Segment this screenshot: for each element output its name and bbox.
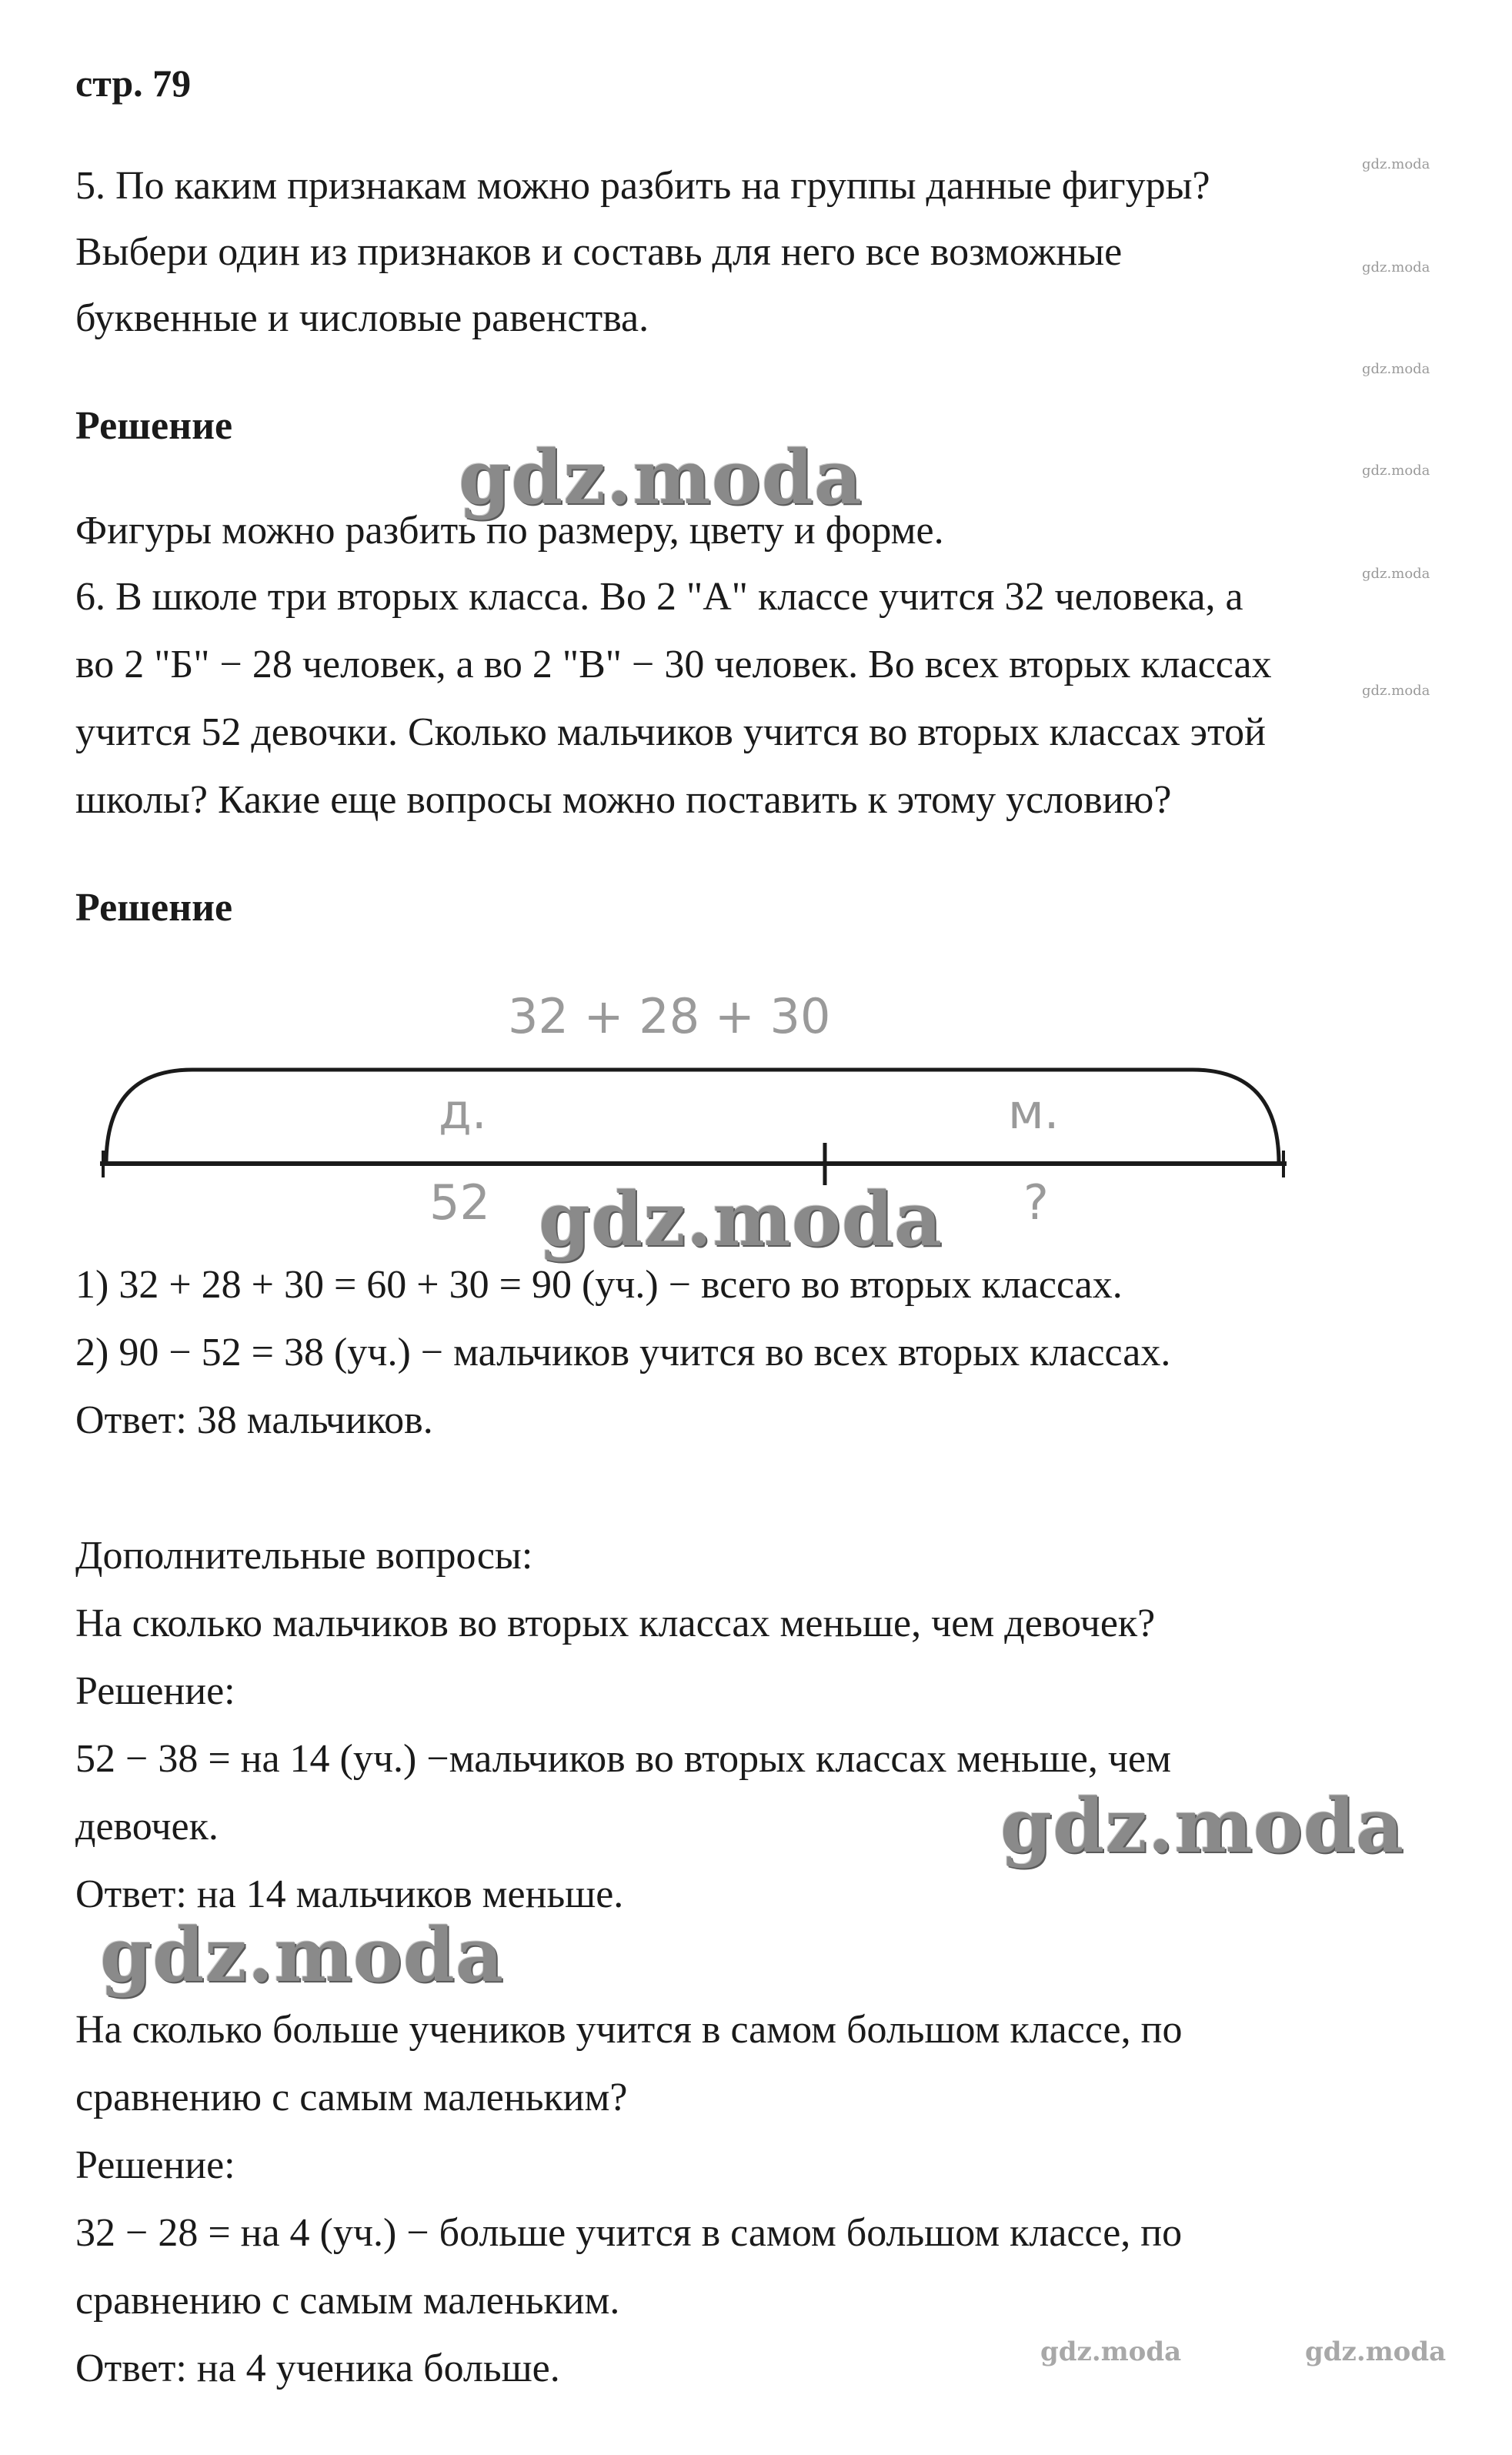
total-brace — [106, 1070, 1279, 1164]
task5-line-2: Выбери один из признаков и составь для него все возможные — [75, 230, 1123, 274]
extra1-answer: Ответ: на 14 мальчиков меньше. — [75, 1872, 624, 1916]
task6-line-2: во 2 "Б" − 28 человек, а во 2 "В" − 30 человек. Во всех вторых классах — [75, 643, 1272, 686]
watermark: gdz.moda — [100, 1912, 505, 1999]
step-1: 1) 32 + 28 + 30 = 60 + 30 = 90 (уч.) − всего во вторых классах. — [75, 1263, 1123, 1307]
diagram-boys-label: м. — [1008, 1084, 1060, 1140]
task5-solution-heading: Решение — [75, 404, 233, 448]
task6-line-4: школы? Какие еще вопросы можно поставить к этому условию? — [75, 778, 1172, 822]
watermark-small: gdz.moda — [1362, 361, 1430, 377]
page-number: стр. 79 — [75, 62, 192, 105]
task6-solution-heading: Решение — [75, 886, 233, 930]
watermark-small: gdz.moda — [1362, 463, 1430, 479]
extra1-solution-label: Решение: — [75, 1669, 235, 1713]
task5-answer: Фигуры можно разбить по размеру, цвету и форме. — [75, 509, 944, 553]
task6-line-3: учится 52 девочки. Сколько мальчиков учится во вторых классах этой — [75, 710, 1266, 754]
task6-line-1: 6. В школе три вторых класса. Во 2 "А" классе учится 32 человека, а — [75, 575, 1243, 619]
extra-questions-heading: Дополнительные вопросы: — [75, 1534, 533, 1578]
extra2-answer: Ответ: на 4 ученика больше. — [75, 2346, 560, 2390]
watermark-small: gdz.moda — [1362, 566, 1430, 582]
extra1-question: На сколько мальчиков во вторых классах меньше, чем девочек? — [75, 1602, 1156, 1645]
extra2-question-line-1: На сколько больше учеников учится в самом большом классе, по — [75, 2008, 1183, 2052]
diagram-girls-label: д. — [439, 1084, 487, 1140]
extra2-question-line-2: сравнению с самым маленьким? — [75, 2076, 628, 2119]
diagram-girls-value: 52 — [429, 1174, 490, 1231]
extra1-solution-line-1: 52 − 38 = на 14 (уч.) −мальчиков во вторых классах меньше, чем — [75, 1737, 1172, 1781]
task5-line-3: буквенные и числовые равенства. — [75, 296, 649, 340]
main-answer: Ответ: 38 мальчиков. — [75, 1398, 433, 1442]
step-2: 2) 90 − 52 = 38 (уч.) − мальчиков учится во всех вторых классах. — [75, 1331, 1171, 1374]
watermark-small: gdz.moda — [1362, 156, 1430, 172]
extra2-solution-line-2: сравнению с самым маленьким. — [75, 2279, 620, 2323]
watermark: gdz.moda — [1000, 1782, 1405, 1869]
watermark-small: gdz.moda — [1362, 259, 1430, 276]
watermark-small: gdz.moda — [1362, 683, 1430, 699]
watermark: gdz.moda — [539, 1176, 943, 1263]
diagram-boys-value: ? — [1023, 1174, 1049, 1231]
watermark-footer: gdz.moda — [1305, 2336, 1447, 2367]
watermark: gdz.moda — [459, 434, 863, 521]
diagram-total-expression: 32 + 28 + 30 — [508, 988, 831, 1044]
extra2-solution-line-1: 32 − 28 = на 4 (уч.) − больше учится в самом большом классе, по — [75, 2211, 1183, 2255]
extra1-solution-line-2: девочек. — [75, 1805, 219, 1849]
extra2-solution-label: Решение: — [75, 2143, 235, 2187]
task5-line-1: 5. По каким признакам можно разбить на группы данные фигуры? — [75, 164, 1210, 208]
watermark-footer: gdz.moda — [1040, 2336, 1182, 2367]
